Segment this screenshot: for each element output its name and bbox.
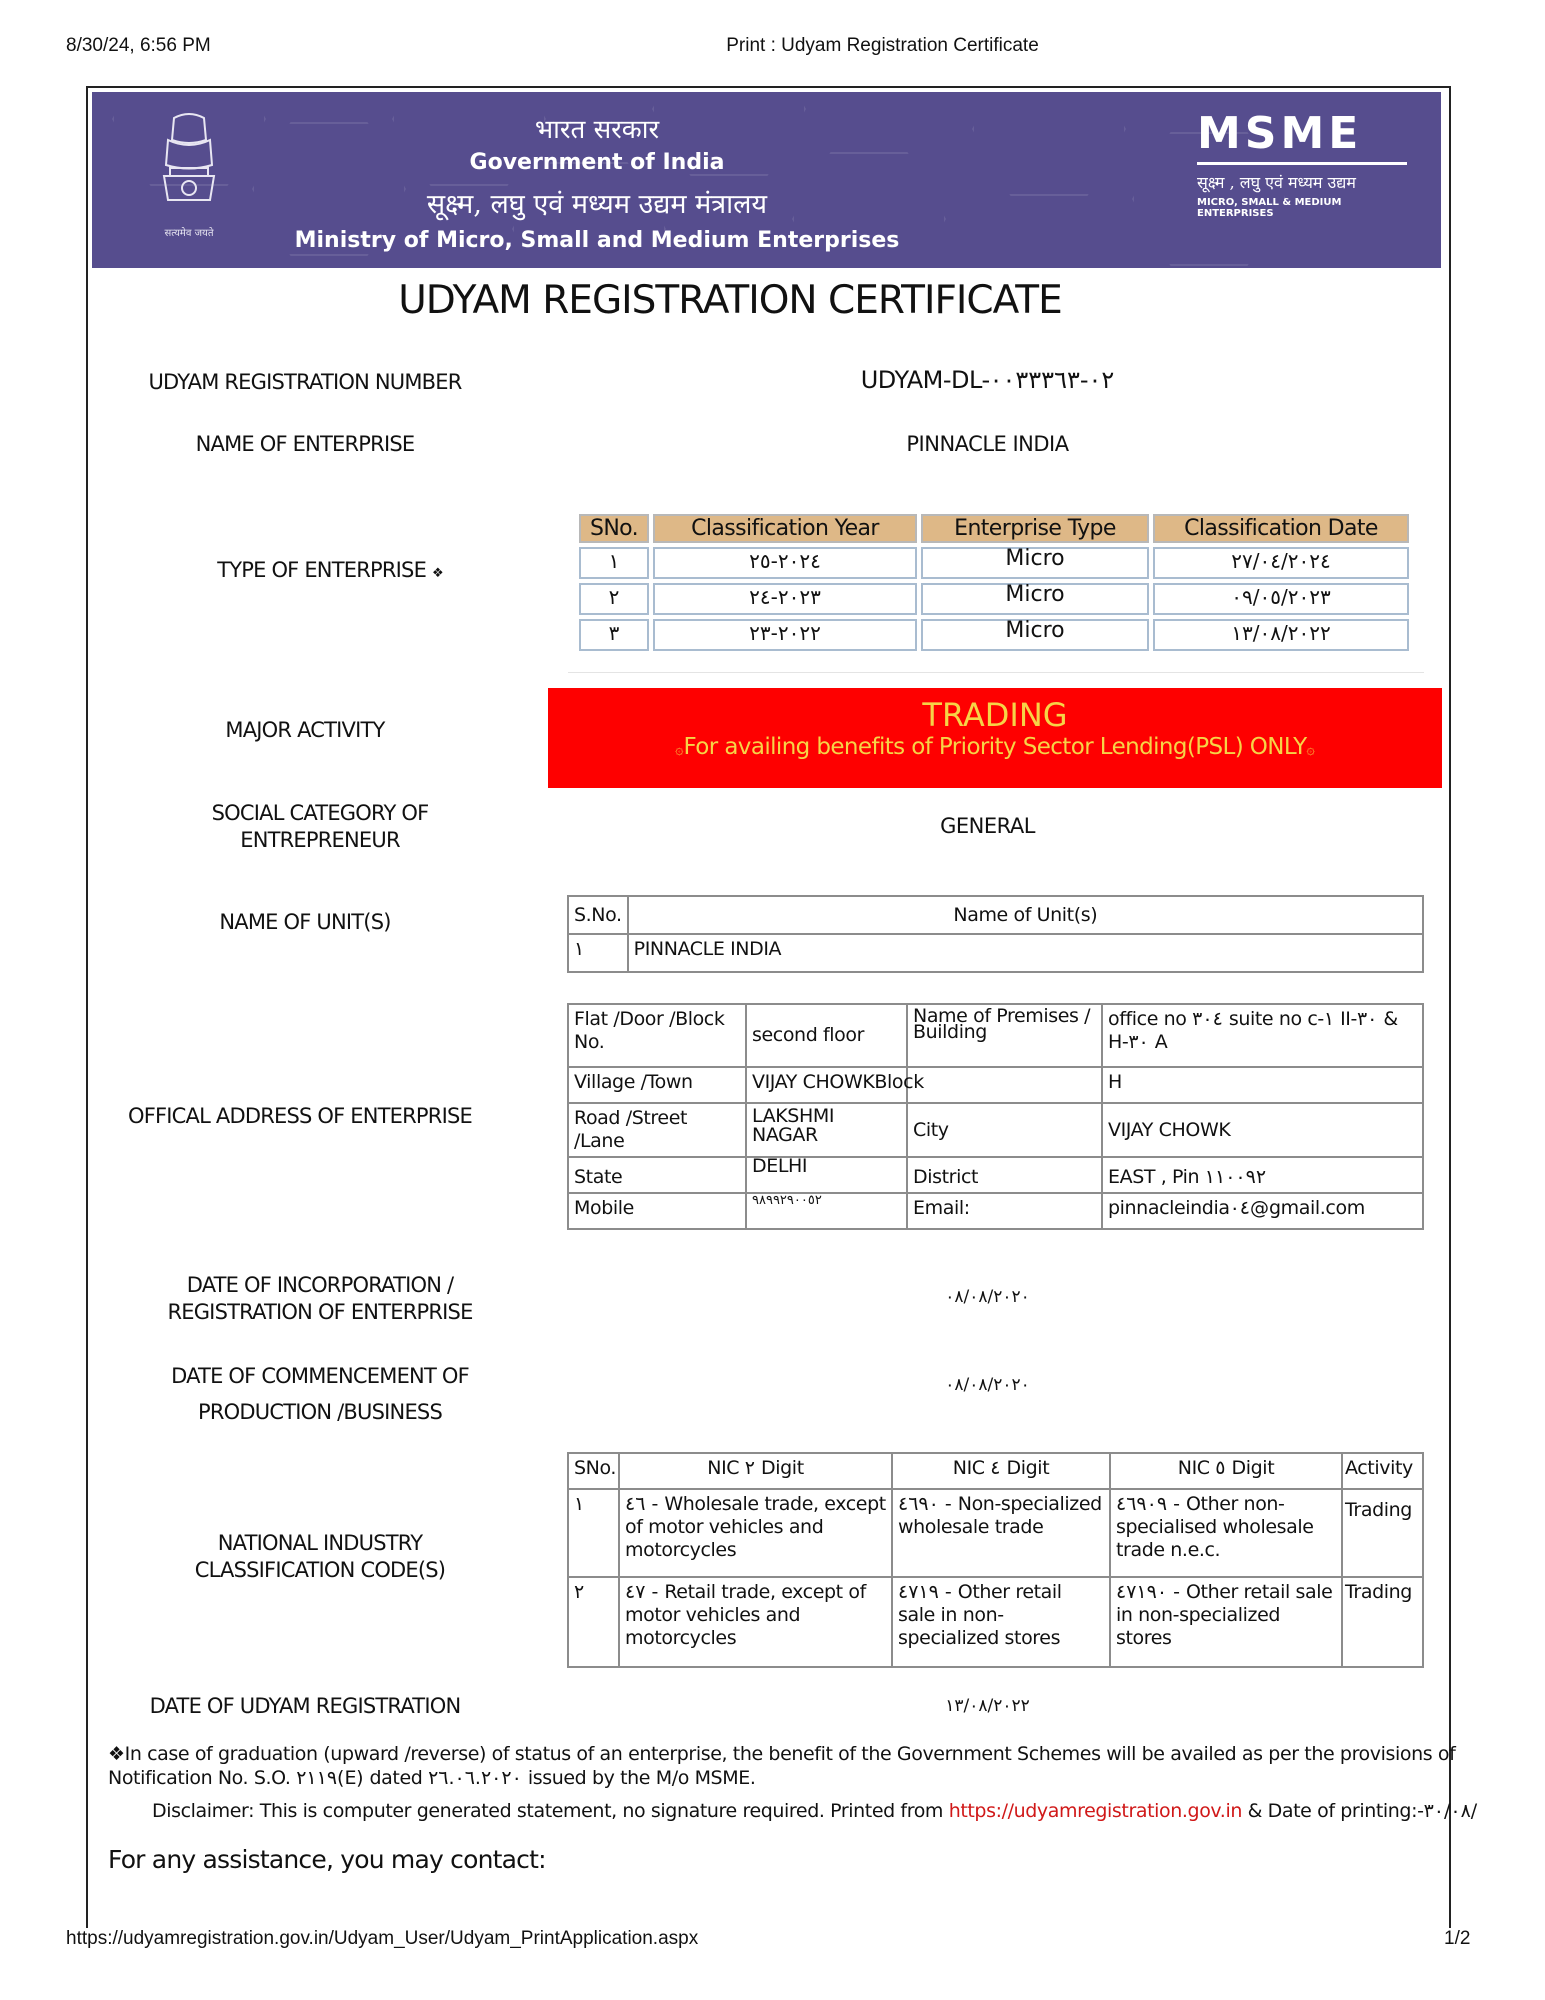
enterprise-name: PINNACLE INDIA — [906, 432, 1069, 456]
registration-number: UDYAM-DL-٠٢-٠٠٣٣٣٦٣ — [860, 366, 1115, 394]
banner-govt: Government of India — [469, 150, 725, 175]
ornament-icon: ۞ — [1306, 742, 1315, 758]
social-category: GENERAL — [940, 814, 1035, 838]
social-category-label: SOCIAL CATEGORY OF ENTREPRENEUR — [211, 801, 429, 852]
print-datetime: 8/30/24, 6:56 PM — [66, 35, 211, 56]
classification-header-row: SNo. Classification Year Enterprise Type Classification Date — [579, 514, 1409, 543]
msme-logo-english: MICRO, SMALL & MEDIUM ENTERPRISES — [1197, 197, 1342, 219]
assistance-text: For any assistance, you may contact: — [108, 1845, 546, 1874]
banner-ministry: Ministry of Micro, Small and Medium Enterprises — [294, 228, 900, 253]
msme-logo-hindi: सूक्ष्म , लघु एवं मध्यम उद्यम — [1197, 173, 1356, 192]
udyam-date-label: DATE OF UDYAM REGISTRATION — [149, 1694, 461, 1718]
units-table — [567, 895, 1424, 973]
table-row: ١ ٢٠٢٤-٢٥ Micro ٢٧/٠٤/٢٠٢٤ — [579, 547, 1409, 579]
enterprise-name-label: NAME OF ENTERPRISE — [195, 432, 415, 456]
footnote-line-1: ❖In case of graduation (upward /reverse) of status of an enterprise, the benefit of the Government Schemes will be availed as per the provisions of — [108, 1743, 1456, 1765]
address-row: Road /Street /Lane LAKSHMI NAGAR City VIJAY CHOWK — [568, 1103, 1423, 1157]
banner-hindi-ministry: सूक्ष्म, लघु एवं मध्यम उद्यम मंत्रालय — [426, 189, 768, 220]
print-footer-url: https://udyamregistration.gov.in/Udyam_User/Udyam_PrintApplication.aspx — [66, 1928, 699, 1949]
udyam-date: ١٣/٠٨/٢٠٢٢ — [945, 1696, 1030, 1716]
footnote-marker-icon: ❖ — [431, 566, 443, 581]
commencement-date-label: DATE OF COMMENCEMENT OF PRODUCTION /BUSINESS — [171, 1364, 469, 1424]
nic-table — [567, 1452, 1424, 1668]
divider — [568, 672, 1424, 673]
emblem-motto: सत्यमेव जयते — [164, 228, 214, 239]
major-activity-value: TRADING — [922, 696, 1068, 734]
table-row: ٣ ٢٠٢٢-٢٣ Micro ١٣/٠٨/٢٠٢٢ — [579, 619, 1409, 651]
address-row: Mobile ٩٨٩٩٢٩٠٠٥٢ Email: pinnacleindia٠٤@gmail.com — [568, 1193, 1423, 1229]
address-row: Flat /Door /Block No. second floor Name of Premises / Building office no ٣٠٤ suite no c-١ II-٣٠ & H-٣٠ A — [568, 1004, 1423, 1067]
msme-logo-word: MSME — [1197, 108, 1363, 159]
incorporation-date: ٠٨/٠٨/٢٠٢٠ — [945, 1287, 1030, 1307]
nic-label: NATIONAL INDUSTRY CLASSIFICATION CODE(S) — [194, 1531, 446, 1582]
address-row: State DELHI District EAST , Pin ١١٠٠٩٢ — [568, 1157, 1423, 1193]
registration-number-label: UDYAM REGISTRATION NUMBER — [148, 370, 462, 394]
units-label: NAME OF UNIT(S) — [219, 910, 391, 934]
print-title: Print : Udyam Registration Certificate — [726, 35, 1039, 56]
print-footer-page: 1/2 — [1444, 1928, 1471, 1949]
nic-header-row: SNo. NIC ٢ Digit NIC ٤ Digit NIC ٥ Digit Activity — [568, 1453, 1423, 1489]
msme-logo — [1197, 110, 1407, 219]
address-label: OFFICAL ADDRESS OF ENTERPRISE — [128, 1104, 472, 1128]
major-activity-label: MAJOR ACTIVITY — [225, 718, 385, 742]
table-row: ١ ٤٦ - Wholesale trade, except of motor vehicles and motorcycles ٤٦٩٠ - Non-specialized wholesale trade ٤٦٩٠٩ - Other non-specialised wholesale trade n.e.c. Trading — [568, 1489, 1423, 1577]
certificate-title: UDYAM REGISTRATION CERTIFICATE — [398, 278, 1062, 323]
major-activity-box — [548, 688, 1442, 788]
table-row: ١ PINNACLE INDIA — [568, 934, 1423, 972]
disclaimer: Disclaimer: This is computer generated statement, no signature required. Printed from https://udyamregistration.gov.in & Date of printing:-٣٠/٠٨/ — [152, 1800, 1478, 1822]
table-row: ٢ ٢٠٢٣-٢٤ Micro ٠٩/٠٥/٢٠٢٣ — [579, 583, 1409, 615]
table-row: ٢ ٤٧ - Retail trade, except of motor vehicles and motorcycles ٤٧١٩ - Other retail sale in non-specialized stores ٤٧١٩٠ - Other retail sale in non-specialized stores Trading — [568, 1577, 1423, 1667]
ornament-icon: ۞ — [675, 742, 684, 758]
address-table — [567, 1003, 1424, 1230]
type-of-enterprise-label: TYPE OF ENTERPRISE ❖ — [217, 558, 443, 582]
udyam-portal-link[interactable]: https://udyamregistration.gov.in — [948, 1800, 1242, 1822]
address-row: Village /Town VIJAY CHOWKBlock H — [568, 1067, 1423, 1103]
banner-hindi-govt: भारत सरकार — [534, 115, 660, 145]
commencement-date: ٠٨/٠٨/٢٠٢٠ — [945, 1375, 1030, 1395]
ministry-banner — [92, 92, 1441, 268]
footnote-line-2: Notification No. S.O. ٢١١٩(E) dated ٢٦.٠٦.٢٠٢٠ issued by the M/o MSME. — [108, 1767, 756, 1789]
classification-table — [575, 510, 1413, 655]
incorporation-date-label: DATE OF INCORPORATION / REGISTRATION OF ENTERPRISE — [167, 1273, 473, 1324]
psl-note: ۞For availing benefits of Priority Sector Lending(PSL) ONLY۞ — [675, 734, 1315, 760]
units-header-row: S.No. Name of Unit(s) — [568, 896, 1423, 934]
